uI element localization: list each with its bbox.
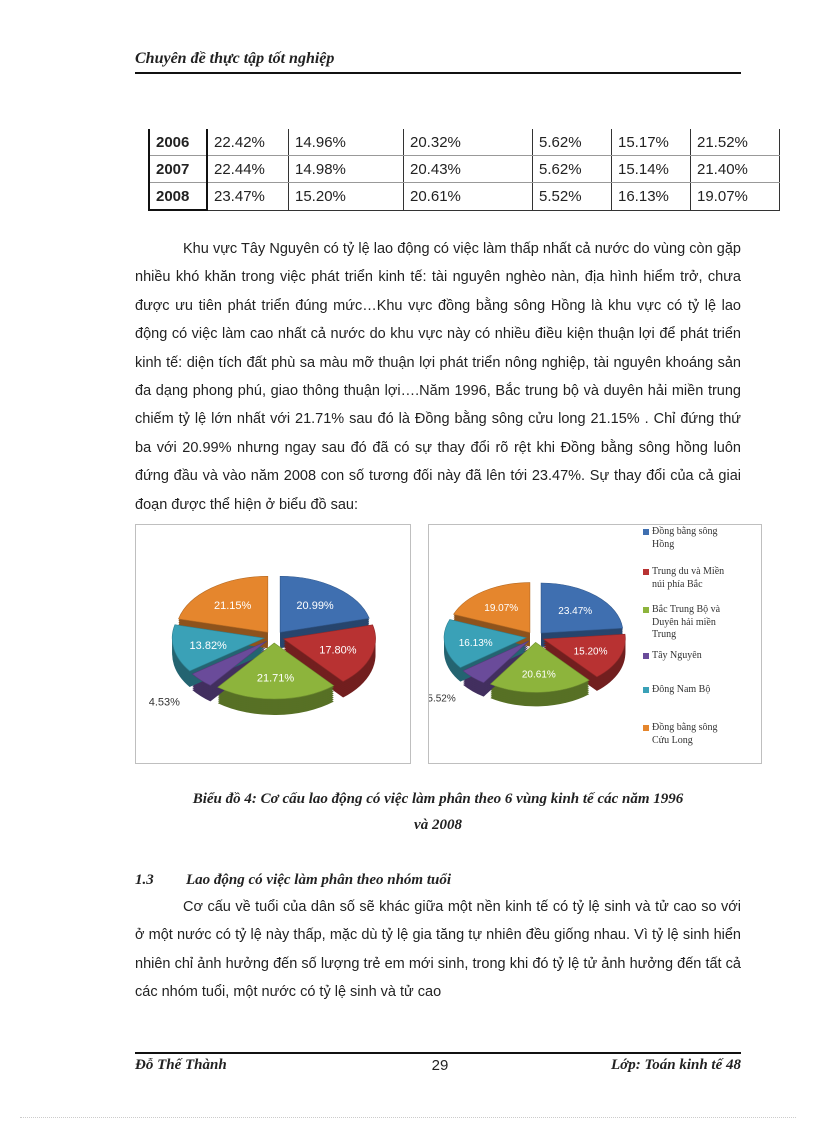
legend-label	[652, 722, 718, 747]
footer-divider	[135, 1052, 741, 1054]
pie-slice-label: 20.61%	[521, 669, 556, 681]
paragraph-1: Khu vực Tây Nguyên có tỷ lệ lao động có việc làm thấp nhất cả nước do vùng còn gặp nhiều khó khăn trong việc phát triển kinh tế: tài nguyên nghèo nàn, địa hình hiểm trở, chưa được ưu tiên phát triển đúng mức…Khu vực đồng bằng sông Hồng là khu vực có tỷ lệ lao động có việc làm cao nhất cả nước do khu vực này có nhiều điều kiện thuận lợi để phát triển kinh tế: diện tích đất phù sa màu mỡ thuận lợi phát triển nông nghiệp, tài nguyên khoáng sản đa dạng phong phú, giao thông thuận lợi….Năm 1996, Bắc trung bộ và duyên hải miền trung chiếm tỷ lệ lớn nhất với 21.71% sau đó là Đồng bằng sông cửu long 21.15% . Chỉ đứng thứ ba với 20.99% nhưng ngay sau đó đã có sự thay đổi rõ rệt khi Đồng bằng sông hồng luôn đứng đầu và vào năm 2008 con số tương đối này đã lên tới 23.47%. Sự thay đổi của cả giai đoạn được thể hiện ở biểu đồ sau:	[135, 241, 741, 513]
table-cell: 5.52%	[533, 183, 612, 211]
table-row	[149, 183, 780, 211]
legend-label-line: Đông Nam Bộ	[652, 684, 711, 695]
legend-label-line: Đồng bằng sông	[652, 722, 718, 733]
legend-label-line: Đồng bằng sông	[652, 526, 718, 537]
legend-swatch	[643, 569, 649, 575]
legend-swatch	[643, 687, 649, 693]
pie-chart-1996-frame	[135, 524, 411, 764]
legend-label-line: Trung	[652, 629, 677, 640]
table-cell: 21.52%	[691, 129, 780, 156]
pie-chart-1996	[136, 525, 410, 763]
table-row	[149, 156, 780, 183]
table-cell: 14.96%	[289, 129, 404, 156]
table-cell: 20.61%	[404, 183, 533, 211]
table-cell-year: 2006	[149, 129, 207, 156]
table-cell-year: 2008	[149, 183, 207, 211]
table-cell: 21.40%	[691, 156, 780, 183]
table-cell: 20.43%	[404, 156, 533, 183]
section-number: 1.3	[135, 872, 154, 888]
table-cell: 16.13%	[612, 183, 691, 211]
pie-slice-label: 17.80%	[319, 644, 357, 657]
table-cell-year: 2007	[149, 156, 207, 183]
table-cell: 15.14%	[612, 156, 691, 183]
table-cell: 22.42%	[207, 129, 289, 156]
pie-slice-label: 4.53%	[148, 696, 180, 709]
pie-slice-label: 13.82%	[189, 639, 227, 652]
footer-author: Đỗ Thế Thành	[135, 1057, 227, 1073]
legend-swatch	[643, 607, 649, 613]
legend-label	[652, 684, 710, 697]
data-table	[148, 129, 780, 211]
legend-label-line: núi phía Bắc	[652, 578, 703, 590]
table-cell: 15.17%	[612, 129, 691, 156]
table-cell: 15.20%	[289, 183, 404, 211]
table-cell: 19.07%	[691, 183, 780, 211]
legend-swatch	[643, 529, 649, 535]
legend-label	[652, 650, 702, 663]
pie-slice-label: 23.47%	[558, 606, 593, 618]
table-cell: 5.62%	[533, 129, 612, 156]
legend-label	[652, 604, 720, 642]
page-bottom-border	[20, 1117, 796, 1118]
pie-slice-label: 21.15%	[214, 599, 252, 612]
table-cell: 23.47%	[207, 183, 289, 211]
pie-chart-2008	[429, 525, 639, 763]
legend-label-line: Bắc Trung Bộ và	[652, 604, 721, 615]
table-row	[149, 129, 780, 156]
paragraph-2: Cơ cấu về tuổi của dân số sẽ khác giữa một nền kinh tế có tỷ lệ sinh và tử cao so với ở một nước có tỷ lệ này thấp, mặc dù tỷ lệ gia tăng tự nhiên đều giống nhau. Vì tỷ lệ sinh hiển nhiên chỉ ảnh hưởng đến số lượng trẻ em mới sinh, trong khi đó tỷ lệ tử ảnh hưởng đến tất cả các nhóm tuổi, một nước có tỷ lệ sinh và tử cao	[135, 899, 741, 1001]
legend-label	[652, 526, 718, 551]
caption-line-1: Biểu đồ 4: Cơ cấu lao động có việc làm phân theo 6 vùng kinh tế các năm 1996	[192, 791, 684, 807]
pie-slice-label: 20.99%	[296, 599, 334, 612]
legend-label-line: Trung du và Miền	[652, 566, 725, 577]
pie-slice-label: 16.13%	[458, 637, 493, 649]
legend-label-line: Cửu Long	[652, 734, 693, 746]
footer-class: Lớp: Toán kinh tế 48	[610, 1057, 741, 1073]
figure-caption	[135, 786, 741, 838]
legend-label-line: Duyên hải miền	[652, 616, 716, 628]
section-title: Lao động có việc làm phân theo nhóm tuổi	[186, 872, 452, 888]
pie-slice-label: 21.71%	[256, 672, 295, 685]
table-cell: 5.62%	[533, 156, 612, 183]
pie-slice-label: 15.20%	[573, 646, 608, 658]
table-cell: 20.32%	[404, 129, 533, 156]
legend-swatch	[643, 725, 649, 731]
page-header-title: Chuyên đề thực tập tốt nghiệp	[135, 50, 335, 67]
page-number: 29	[431, 1057, 449, 1074]
table-cell: 22.44%	[207, 156, 289, 183]
pie-slice-label: 19.07%	[484, 602, 519, 614]
legend-label-line: Tây Nguyên	[652, 650, 702, 661]
legend-label	[652, 566, 724, 591]
caption-line-2: và 2008	[414, 817, 462, 833]
table-cell: 14.98%	[289, 156, 404, 183]
pie-slice-label: 5.52%	[429, 693, 456, 705]
legend-label-line: Hồng	[652, 538, 675, 550]
header-divider	[135, 72, 741, 74]
legend-swatch	[643, 653, 649, 659]
